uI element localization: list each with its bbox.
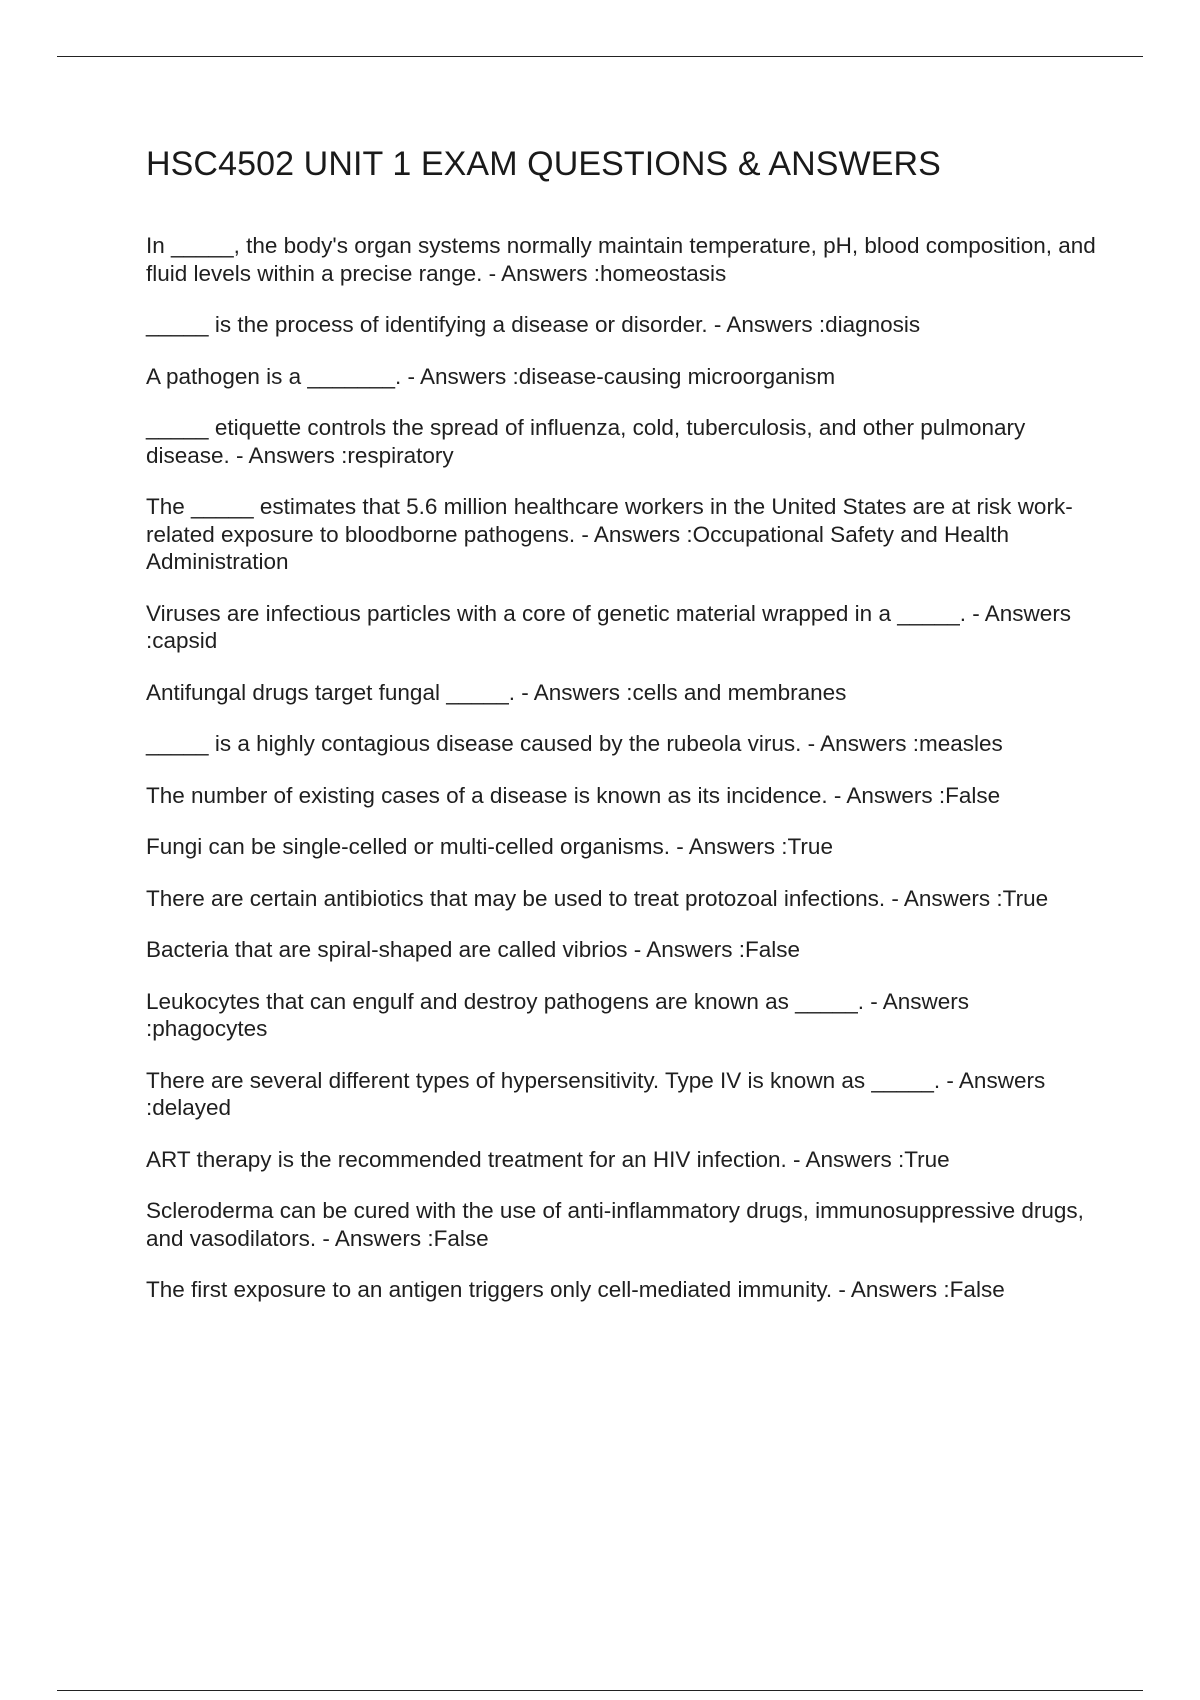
qa-item: The number of existing cases of a disease is known as its incidence. - Answers :False (146, 782, 1001, 808)
qa-item: There are certain antibiotics that may be used to treat protozoal infections. - Answers :True (146, 885, 1049, 911)
qa-item: The first exposure to an antigen triggers only cell-mediated immunity. - Answers :False (146, 1277, 1005, 1302)
qa-item: The _____ estimates that 5.6 million healthcare workers in the United States are at risk work-related exposure to bloodborne pathogens. - Answers :Occupational Safety and Health Administration (146, 494, 1073, 574)
top-divider (57, 56, 1143, 57)
qa-list (146, 232, 1096, 1304)
qa-item: Scleroderma can be cured with the use of anti-inflammatory drugs, immunosuppressive drugs, and vasodilators. - Answers :False (146, 1198, 1084, 1251)
qa-item: Antifungal drugs target fungal _____. - Answers :cells and membranes (146, 679, 847, 705)
qa-item: A pathogen is a _______. - Answers :disease-causing microorganism (146, 363, 836, 389)
qa-item: _____ is the process of identifying a disease or disorder. - Answers :diagnosis (146, 312, 921, 337)
qa-item: _____ etiquette controls the spread of influenza, cold, tuberculosis, and other pulmonary disease. - Answers :respiratory (146, 415, 1026, 468)
qa-item: Bacteria that are spiral-shaped are called vibrios - Answers :False (146, 937, 801, 962)
bottom-divider (57, 1690, 1143, 1691)
qa-item: There are several different types of hypersensitivity. Type IV is known as _____. - Answers :delayed (146, 1067, 1046, 1120)
page-title: HSC4502 UNIT 1 EXAM QUESTIONS & ANSWERS (146, 145, 941, 183)
qa-item: Fungi can be single-celled or multi-celled organisms. - Answers :True (146, 834, 833, 859)
qa-item: Viruses are infectious particles with a core of genetic material wrapped in a _____. - Answers :capsid (146, 600, 1072, 653)
qa-item: ART therapy is the recommended treatment for an HIV infection. - Answers :True (146, 1146, 950, 1172)
document-body (146, 144, 1096, 1328)
qa-item: _____ is a highly contagious disease caused by the rubeola virus. - Answers :measles (146, 731, 1003, 756)
qa-item: Leukocytes that can engulf and destroy pathogens are known as _____. - Answers :phagocytes (146, 988, 970, 1041)
qa-item: In _____, the body's organ systems normally maintain temperature, pH, blood composition, and fluid levels within a precise range. - Answers :homeostasis (146, 233, 1096, 286)
